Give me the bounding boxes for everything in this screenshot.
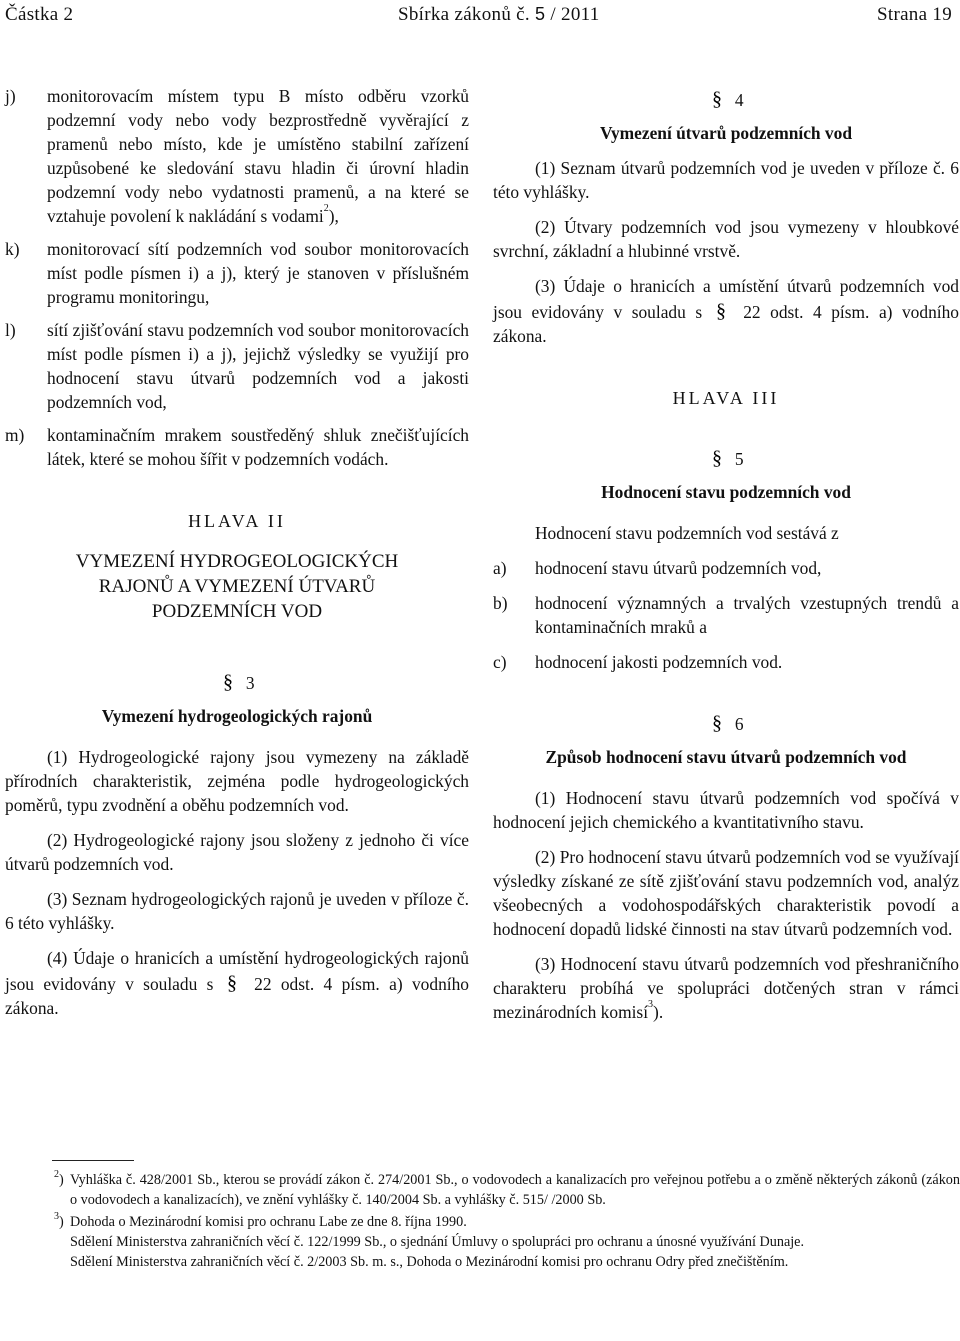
header-year: / 2011 [550, 4, 600, 25]
section-title: Hodnocení stavu podzemních vod [601, 482, 851, 502]
footnote-divider [52, 1160, 134, 1161]
item-mark: k) [5, 239, 20, 259]
svg-text:§: § [226, 972, 237, 994]
header-center [398, 4, 600, 26]
footnote-ref: 2 [323, 203, 329, 214]
item-mark: j) [5, 86, 16, 106]
paragraph: (1) Hydrogeologické rajony jsou vymezeny na základě přírodních charakteristik, zejména podle hydrogeologických poměrů, typu zvodnění a oběhu podzemních vod. [5, 747, 469, 815]
section-number: § 4 [493, 86, 959, 112]
left-column [5, 84, 469, 1020]
section-number: § 6 [493, 710, 959, 736]
item-text: hodnocení stavu útvarů podzemních vod, [535, 558, 822, 578]
footnotes [30, 1170, 960, 1272]
header-right: Strana 19 [877, 4, 952, 25]
section-number: § 5 [493, 445, 959, 471]
svg-text:§: § [223, 671, 234, 693]
footnote-mark: $^3$) [54, 1211, 64, 1230]
paragraph: (2) Útvary podzemních vod jsou vymezeny v hloubkové svrchní, základní a hlubinné vrstvě. [493, 217, 959, 261]
paragraph: (1) Seznam útvarů podzemních vod je uveden v příloze č. 6 této vyhlášky. [493, 158, 959, 202]
svg-text:§: § [712, 88, 723, 110]
header-collection: Sbírka zákonů č. [398, 4, 530, 25]
paragraph: (4) Údaje o hranicích a umístění hydrogeologických rajonů jsou evidovány v souladu s § 22 odst. 4 písm. a) vodního zákona. [5, 948, 469, 1018]
paragraph: (2) Hydrogeologické rajony jsou složeny z jednoho či více útvarů podzemních vod. [5, 830, 469, 874]
section-number: § 3 [5, 669, 469, 695]
paragraph: (1) Hodnocení stavu útvarů podzemních vod spočívá v hodnocení jejich chemického a kvantitativního stavu. [493, 788, 959, 832]
section-sign-icon [708, 86, 730, 110]
definition-item-l [5, 318, 469, 414]
item-text: monitorovací sítí podzemních vod soubor monitorovacích míst podle písmen i) a j), který je stanoven v příslušném programu monitoringu, [47, 239, 469, 307]
section-sign-icon [223, 970, 245, 994]
chapter-label: HLAVA III [672, 388, 780, 408]
footnote-mark: $^2$) [54, 1169, 64, 1188]
section-sign-icon [708, 445, 730, 469]
footnote-ref: 3 [648, 999, 654, 1010]
paragraph: (3) Údaje o hranicích a umístění útvarů podzemních vod jsou evidovány v souladu s § 22 odst. 4 písm. a) vodního zákona. [493, 276, 959, 346]
svg-text:§: § [715, 300, 726, 322]
paragraph: (2) Pro hodnocení stavu útvarů podzemních vod se využívají výsledky získané ze sítě zjišťování stavu podzemních vod, analýz všeobecných a vodohospodářských charakteristik povodí a hodnocení dopadů lidské činnosti na stav útvarů podzemních vod. [493, 847, 959, 939]
section-title: Vymezení hydrogeologických rajonů [101, 706, 373, 726]
item-mark: m) [5, 425, 25, 445]
header-left: Částka 2 [5, 4, 74, 25]
section-sign-icon [219, 669, 241, 693]
list-item [493, 591, 959, 639]
item-text: kontaminačním mrakem soustředěný shluk znečišťujících látek, které se mohou šířit v podzemních vodách. [47, 425, 469, 469]
definition-item-m [5, 423, 469, 471]
svg-text:§: § [712, 712, 723, 734]
definition-item-j [5, 84, 469, 228]
section-sign-icon [708, 710, 730, 734]
paragraph: Hodnocení stavu podzemních vod sestává z [535, 523, 839, 543]
section-title: Vymezení útvarů podzemních vod [599, 123, 852, 143]
list-item [493, 556, 959, 580]
list-item [493, 650, 959, 674]
item-mark: a) [493, 558, 507, 578]
paragraph: (3) Seznam hydrogeologických rajonů je uveden v příloze č. 6 této vyhlášky. [5, 889, 469, 933]
header-number: 5 [535, 4, 546, 24]
item-text: hodnocení jakosti podzemních vod. [535, 652, 783, 672]
definition-item-k [5, 237, 469, 309]
footnote-text: Dohoda o Mezinárodní komisi pro ochranu Labe ze dne 8. října 1990. Sdělení Ministerstva zahraničních věcí č. 122/1999 Sb., o sjednání Úmluvy o spolupráci pro ochranu a únosné využívání Dunaje. Sdělení Ministerstva zahraničních věcí č. 2/2003 Sb. m. s., Dohoda o Mezinárodní komisi pro ochranu Odry před znečištěním. [70, 1214, 805, 1270]
item-mark: l) [5, 320, 16, 340]
item-mark: b) [493, 593, 508, 613]
chapter-label: HLAVA II [188, 511, 286, 531]
right-column [493, 86, 959, 1024]
item-text: monitorovacím místem typu B místo odběru vzorků podzemní vody nebo vody bezprostředně vyvěrající z pramenů nebo místo, kde je umístěno stabilní zařízení uzpůsobené ke sledování stavu hladin či úrovní hladin podzemní vody nebo vydatnosti pramenů, a na které se vztahuje povolení k nakládání s vodami$^2$), [47, 86, 469, 226]
item-mark: c) [493, 652, 507, 672]
section-sign-icon [712, 298, 734, 322]
footnote [30, 1212, 960, 1272]
chapter-title: VYMEZENÍ HYDROGEOLOGICKÝCH RAJONŮ A VYMEZENÍ ÚTVARŮ PODZEMNÍCH VOD [75, 551, 399, 622]
item-text: hodnocení významných a trvalých vzestupných trendů a kontaminačních mraků a [535, 593, 959, 637]
footnote-text: Vyhláška č. 428/2001 Sb., kterou se provádí zákon č. 274/2001 Sb., o vodovodech a kanalizacích pro veřejnou potřebu a o změně některých zákonů (zákon o vodovodech a kanalizacích), ve znění vyhlášky č. 140/2004 Sb. a vyhlášky č. 515/ /2000 Sb. [70, 1172, 960, 1208]
footnote [30, 1170, 960, 1210]
section-title: Způsob hodnocení stavu útvarů podzemních vod [545, 747, 907, 767]
paragraph: (3) Hodnocení stavu útvarů podzemních vod přeshraničního charakteru probíhá ve spolupráci dotčených stran v rámci mezinárodních komisí$^3$). [493, 954, 959, 1022]
svg-text:§: § [712, 447, 723, 469]
item-text: sítí zjišťování stavu podzemních vod soubor monitorovacích míst podle písmen i) a j), jejichž výsledky se využijí pro hodnocení stavu útvarů podzemních vod a jakosti podzemních vod, [47, 320, 469, 412]
